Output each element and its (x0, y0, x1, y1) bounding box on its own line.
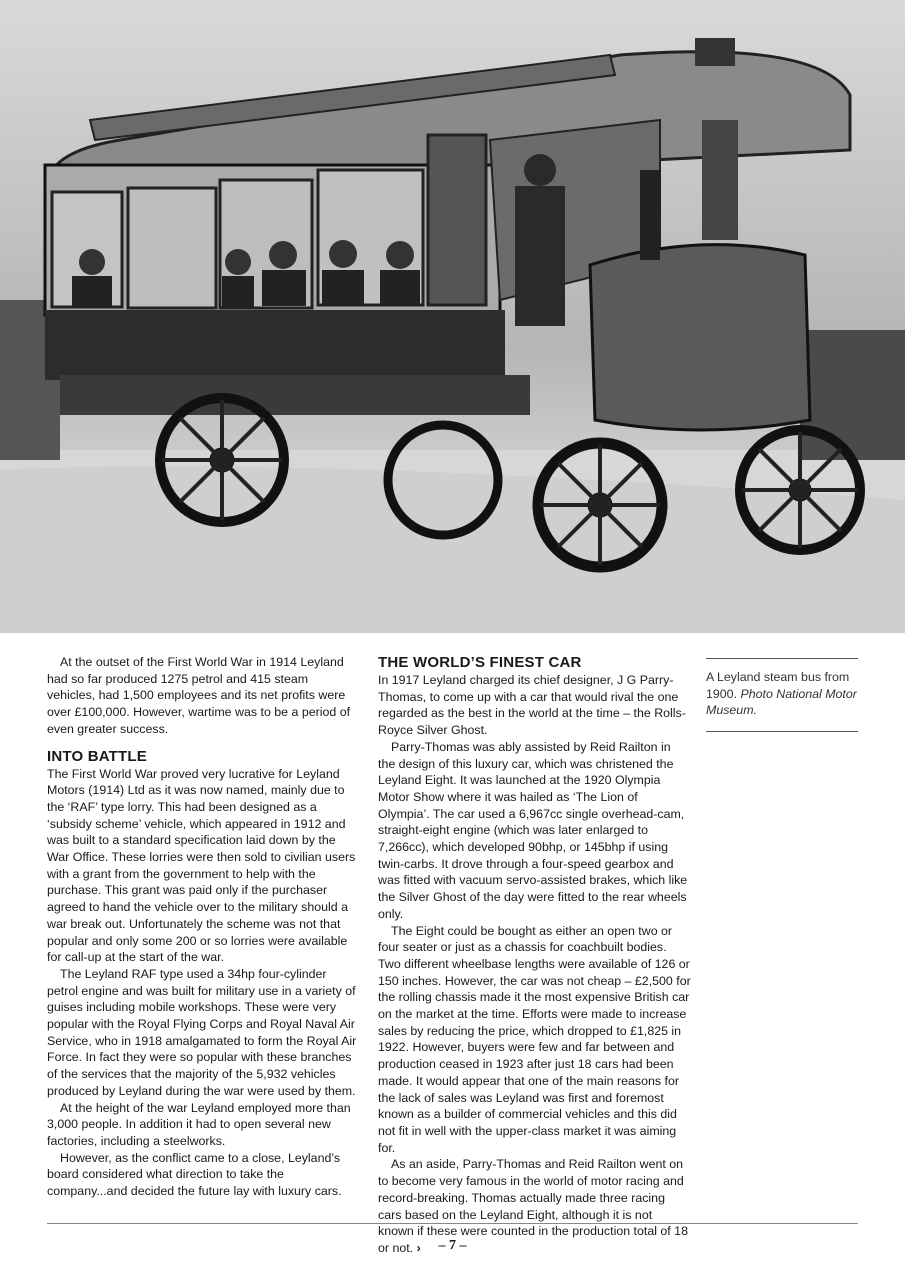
steam-bus-illustration (0, 0, 905, 633)
continue-arrow-icon: › (416, 1240, 421, 1255)
body-paragraph: The Leyland RAF type used a 34hp four-cylinder petrol engine and was built for military use in a variety of guises including mobile workshops. These were very popular with the Royal Flying Corps and Royal Naval Air Service, who in 1918 amalgamated to form the Royal Air Force. In fact they were so popular with these branches of the services that the majority of the 5,932 vehicles produced by Leyland during the war were used by them. (47, 966, 357, 1098)
body-paragraph: However, as the conflict came to a close, Leyland’s board considered what direction to take the company...and decided the future lay with luxury cars. (47, 1150, 342, 1199)
last-paragraph-text: As an aside, Parry-Thomas and Reid Railton went on to become very famous in the world of motor racing and record-breaking. Thomas actually made three racing cars based on the Leyland Eight, although it is not known if these were counted in the production total of 18 or not. (378, 1157, 688, 1255)
footer-divider (47, 1223, 858, 1224)
body-paragraph: The First World War proved very lucrative for Leyland Motors (1914) Ltd as it was now named, mainly due to the ‘RAF’ type lorry. This had been designed as a ‘subsidy scheme’ vehicle, which appeared in 1912 and was built to a standard specification laid down by the War Office. These lorries were then sold to civilian users with a grant from the government to help with the purchase. This grant was paid only if the purchaser agreed to hand the vehicle over to the military should a war break out. Unfortunately the scheme was not that popular and only some 200 or so lorries were available for call-up at the start of the war. (47, 766, 356, 965)
section-heading-into-battle: INTO BATTLE (47, 747, 147, 765)
text-column-left (47, 654, 359, 1200)
body-paragraph: In 1917 Leyland charged its chief designer, J G Parry-Thomas, to come up with a car that would rival the one regarded as the best in the world at the time – the Rolls-Royce Silver Ghost. (378, 673, 686, 738)
page-number: – 7 – (438, 1238, 467, 1253)
intro-paragraph: At the outset of the First World War in 1914 Leyland had so far produced 1275 petrol and 415 steam vehicles, had 1,500 employees and its net profits were over £100,000. However, wartime was to be a period of even greater success. (47, 655, 351, 736)
text-column-middle (378, 654, 691, 1257)
body-paragraph: At the height of the war Leyland employed more than 3,000 people. In addition it had to open several new factories, including a steelworks. (47, 1100, 351, 1148)
photo-caption (706, 658, 858, 732)
caption-credit: Photo National Motor Museum. (706, 686, 857, 718)
body-paragraph: Parry-Thomas was ably assisted by Reid Railton in the design of this luxury car, which was christened the Leyland Eight. It was launched at the 1920 Olympia Motor Show where it was hailed as ‘The Lion of Olympia’. The car used a 6,967cc single overhead-cam, straight-eight engine (which was later enlarged to 7,266cc), which developed 90bhp, or 145bhp if using twin-carbs. It drove through a four-speed gearbox and was fitted with vacuum servo-assisted brakes, which like the Silver Ghost of the day were fitted to the rear wheels only. (378, 739, 688, 921)
section-heading-worlds-finest-car: THE WORLD’S FINEST CAR (378, 654, 582, 671)
caption-text: A Leyland steam bus from 1900. (706, 670, 850, 701)
steam-bus-photo (0, 0, 905, 633)
body-paragraph: The Eight could be bought as either an open two or four seater or just as a chassis for coachbuilt bodies. Two different wheelbase lengths were available of 126 or 150 inches. However, the car was not cheap – £2,500 for the rolling chassis made it the most expensive British car on the market at the time. Efforts were made to increase sales by reducing the price, which dropped to £1,825 in 1922. However, buyers were few and far between and production ceased in 1923 after just 18 cars had been made. It would appear that one of the main reasons for the lack of sales was Leyland was first and foremost known as a builder of commercial vehicles and this did not fit in well with the upper-class market it was aiming for. (378, 923, 691, 1155)
